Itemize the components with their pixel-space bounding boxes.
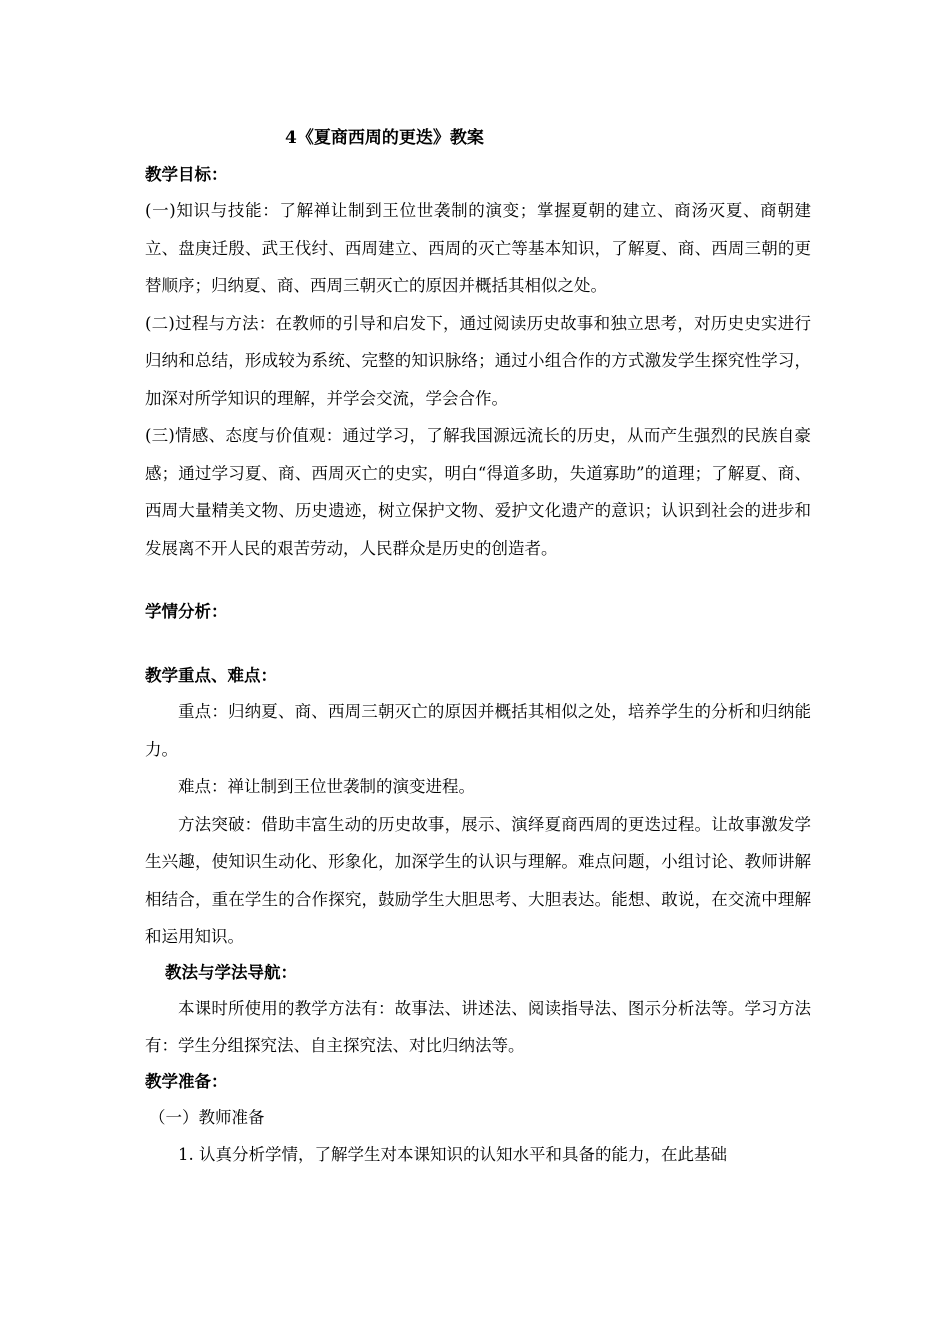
preparation-sub-heading: （一）教师准备 — [149, 1107, 265, 1127]
keypoints-heading: 教学重点、难点： — [145, 666, 277, 685]
methods-heading: 教法与学法导航： — [165, 962, 297, 982]
methods-text: 本课时所使用的教学方法有：故事法、讲述法、阅读指导法、图示分析法等。学习方法有：学生分组探究法、自主探究法、对比归纳法等。 — [145, 998, 811, 1055]
goal-emotion: (三)情感、态度与价值观：通过学习，了解我国源远流长的历史，从而产生强烈的民族自豪感；通过学习夏、商、西周灭亡的史实，明白“得道多助，失道寡助”的道理；了解夏、商、西周大量精美文物、历史遗迹，树立保护文物、爱护文化遗产的意识；认识到社会的进步和发展离不开人民的艰苦劳动，人民群众是历史的创造者。 — [145, 426, 811, 558]
goal-knowledge: (一)知识与技能：了解禅让制到王位世袭制的演变；掌握夏朝的建立、商汤灭夏、商朝建立、盘庚迁殷、武王伐纣、西周建立、西周的灭亡等基本知识，了解夏、商、西周三朝的更替顺序；归纳夏、商、西周三朝灭亡的原因并概括其相似之处。 — [145, 201, 811, 295]
goal-process: (二)过程与方法：在教师的引导和启发下，通过阅读历史故事和独立思考，对历史史实进行归纳和总结，形成较为系统、完整的知识脉络；通过小组合作的方式激发学生探究性学习，加深对所学知识的理解，并学会交流，学会合作。 — [145, 313, 811, 408]
document-body — [145, 158, 811, 1174]
preparation-heading: 教学准备： — [145, 1071, 228, 1091]
preparation-item-1: 1. 认真分析学情，了解学生对本课知识的认知水平和具备的能力，在此基础 — [178, 1145, 727, 1164]
analysis-heading: 学情分析： — [145, 602, 228, 621]
keypoints-method: 方法突破：借助丰富生动的历史故事，展示、演绎夏商西周的更迭过程。让故事激发学生兴趣，使知识生动化、形象化，加深学生的认识与理解。难点问题，小组讨论、教师讲解相结合，重在学生的合作探究，鼓励学生大胆思考、大胆表达。能想、敢说，在交流中理解和运用知识。 — [145, 814, 811, 946]
document-title: 4《夏商西周的更迭》教案 — [285, 128, 484, 148]
goals-heading: 教学目标： — [145, 165, 228, 184]
keypoints-focus: 重点：归纳夏、商、西周三朝灭亡的原因并概括其相似之处，培养学生的分析和归纳能力。 — [145, 702, 811, 759]
keypoints-difficulty: 难点：禅让制到王位世袭制的演变进程。 — [178, 777, 475, 796]
